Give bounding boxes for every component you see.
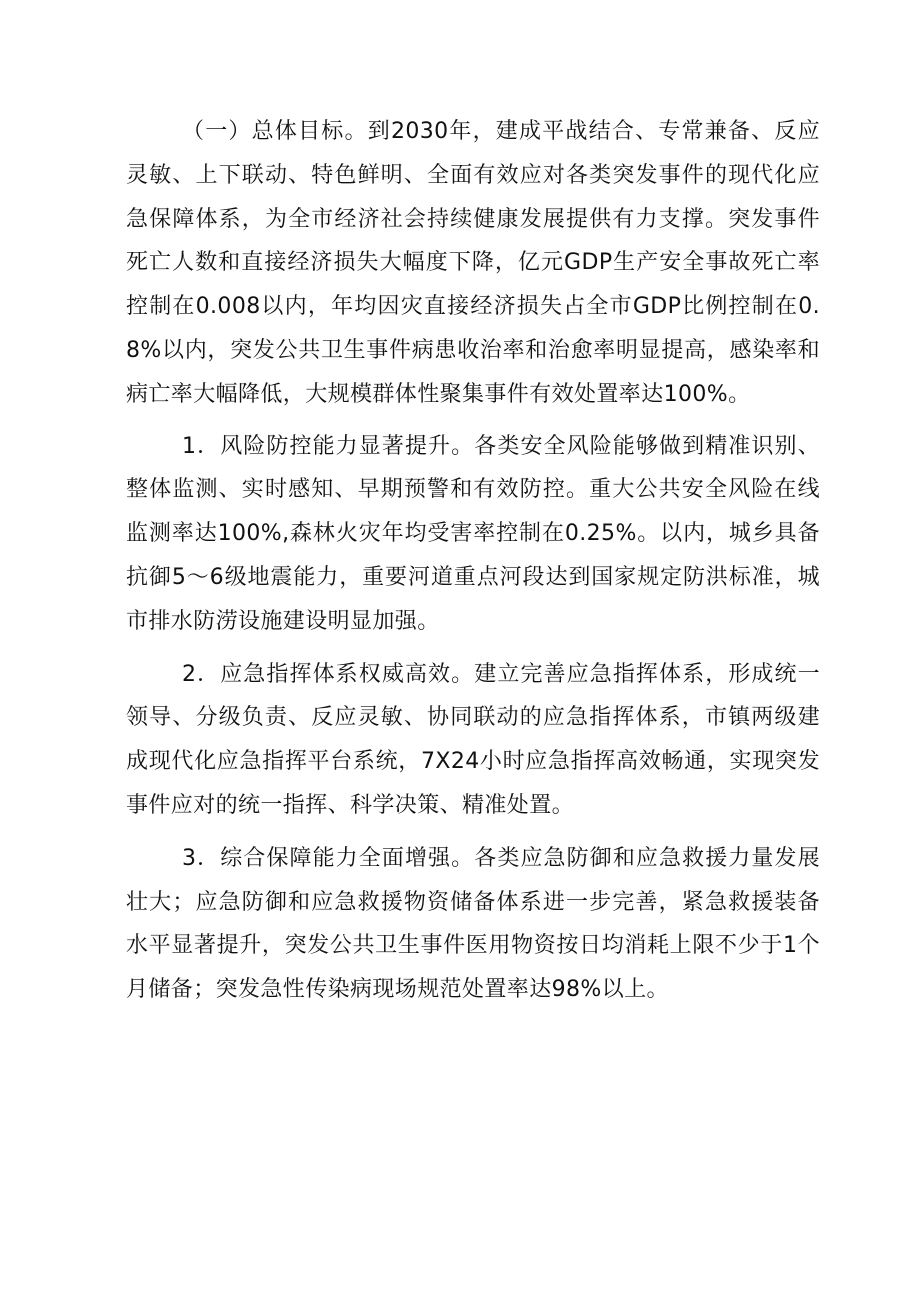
document-body xyxy=(126,110,820,1012)
paragraph-risk-prevention: 1．风险防控能力显著提升。各类安全风险能够做到精准识别、整体监测、实时感知、早期预警和有效防控。重大公共安全风险在线监测率达100%,森林火灾年均受害率控制在0.25%。以内，城乡具备抗御5〜6级地震能力，重要河道重点河段达到国家规定防洪标准，城市排水防涝设施建设明显加强。 xyxy=(126,433,820,634)
paragraph-command-system: 2．应急指挥体系权威高效。建立完善应急指挥体系，形成统一领导、分级负责、反应灵敏、协同联动的应急指挥体系，市镇两级建成现代化应急指挥平台系统，7X24小时应急指挥高效畅通，实现突发事件应对的统一指挥、科学决策、精准处置。 xyxy=(126,661,820,818)
paragraph-overall-goal: （一）总体目标。到2030年，建成平战结合、专常兼备、反应灵敏、上下联动、特色鲜明、全面有效应对各类突发事件的现代化应急保障体系，为全市经济社会持续健康发展提供有力支撑。突发事件死亡人数和直接经济损失大幅度下降，亿元GDP生产安全事故死亡率控制在0.008以内，年均因灾直接经济损失占全市GDP比例控制在0.8%以内，突发公共卫生事件病患收治率和治愈率明显提高，感染率和病亡率大幅降低，大规模群体性聚集事件有效处置率达100%。 xyxy=(126,119,820,407)
paragraph-support-capability: 3．综合保障能力全面增强。各类应急防御和应急救援力量发展壮大；应急防御和应急救援物资储备体系进一步完善，紧急救援装备水平显著提升，突发公共卫生事件医用物资按日均消耗上限不少于1个月储备；突发急性传染病现场规范处置率达98%以上。 xyxy=(126,845,820,1003)
